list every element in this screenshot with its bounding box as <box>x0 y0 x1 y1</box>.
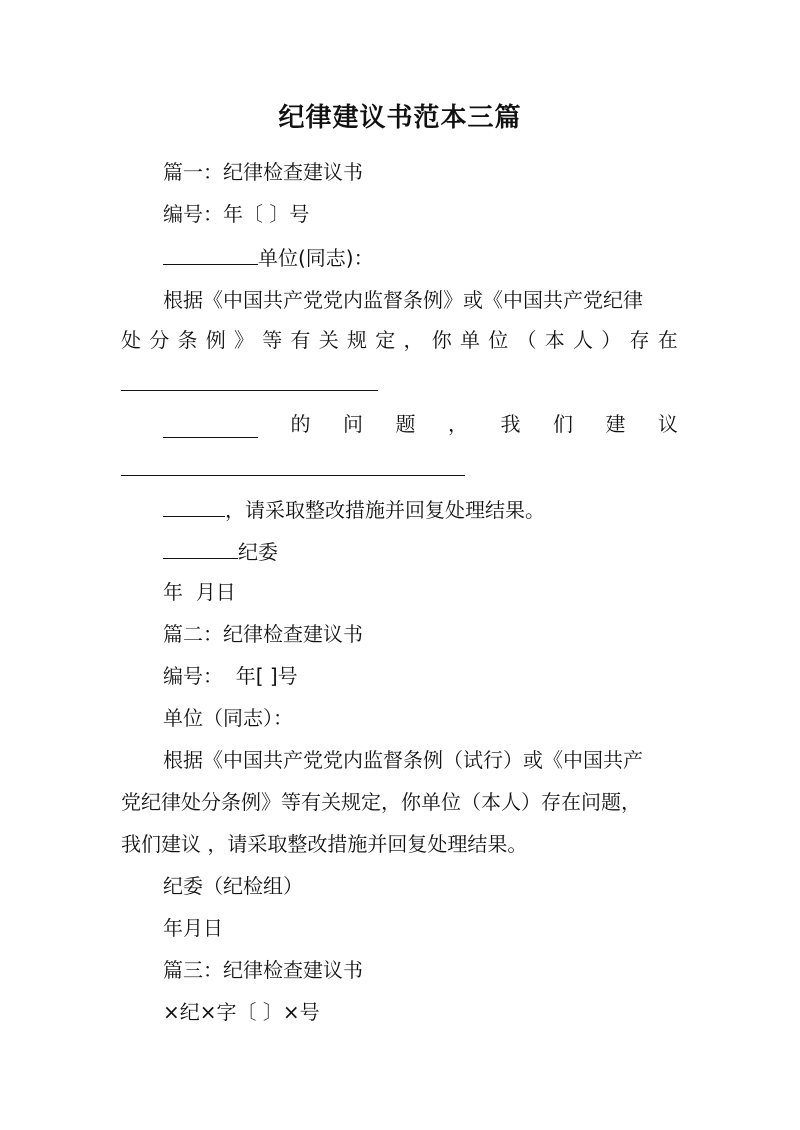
part2-heading: 篇二：纪律检查建议书 <box>163 622 363 646</box>
part1-closing: ，请采取整改措施并回复处理结果。 <box>225 498 545 522</box>
part1-number: 编号：年〔 〕号 <box>163 202 310 226</box>
part1-heading: 篇一：纪律检查建议书 <box>163 160 363 184</box>
part1-closing-line <box>163 494 545 524</box>
part1-signer-line <box>163 536 278 566</box>
part1-issue-line: 的 问 题 ， 我 们 建 议 <box>163 410 678 438</box>
part1-unit: 单位(同志)： <box>258 246 374 270</box>
part1-signer: 纪委 <box>238 540 278 564</box>
part2-date: 年月日 <box>163 916 223 940</box>
part1-date: 年 月日 <box>163 580 236 604</box>
blank-underline <box>163 494 225 517</box>
part3-heading: 篇三：纪律检查建议书 <box>163 958 363 982</box>
part2-signer: 纪委（纪检组） <box>163 874 303 898</box>
blank-underline <box>121 390 378 391</box>
blank-underline <box>163 242 258 265</box>
part2-body-line3: 我们建议 ，请采取整改措施并回复处理结果。 <box>121 832 528 856</box>
part1-body-line2: 处 分 条 例 》 等 有 关 规 定 ， 你 单 位 （ 本 人 ） 存 在 <box>121 328 678 352</box>
document-title: 纪律建议书范本三篇 <box>278 103 522 133</box>
part2-body-line1: 根据《中国共产党党内监督条例（试行）或《中国共产 <box>163 748 643 772</box>
part1-unit-line <box>163 242 374 272</box>
blank-underline <box>121 475 465 476</box>
part2-unit: 单位（同志）： <box>163 706 293 730</box>
blank-underline <box>163 536 238 559</box>
part1-body-line1: 根据《中国共产党党内监督条例》或《中国共产党纪律 <box>163 288 643 312</box>
part3-number: ×纪×字〔 〕×号 <box>163 1000 320 1024</box>
blank-underline <box>163 415 258 438</box>
part2-body-line2: 党纪律处分条例》等有关规定，你单位（本人）存在问题， <box>121 790 641 814</box>
part2-number: 编号： 年[ ]号 <box>163 664 298 688</box>
